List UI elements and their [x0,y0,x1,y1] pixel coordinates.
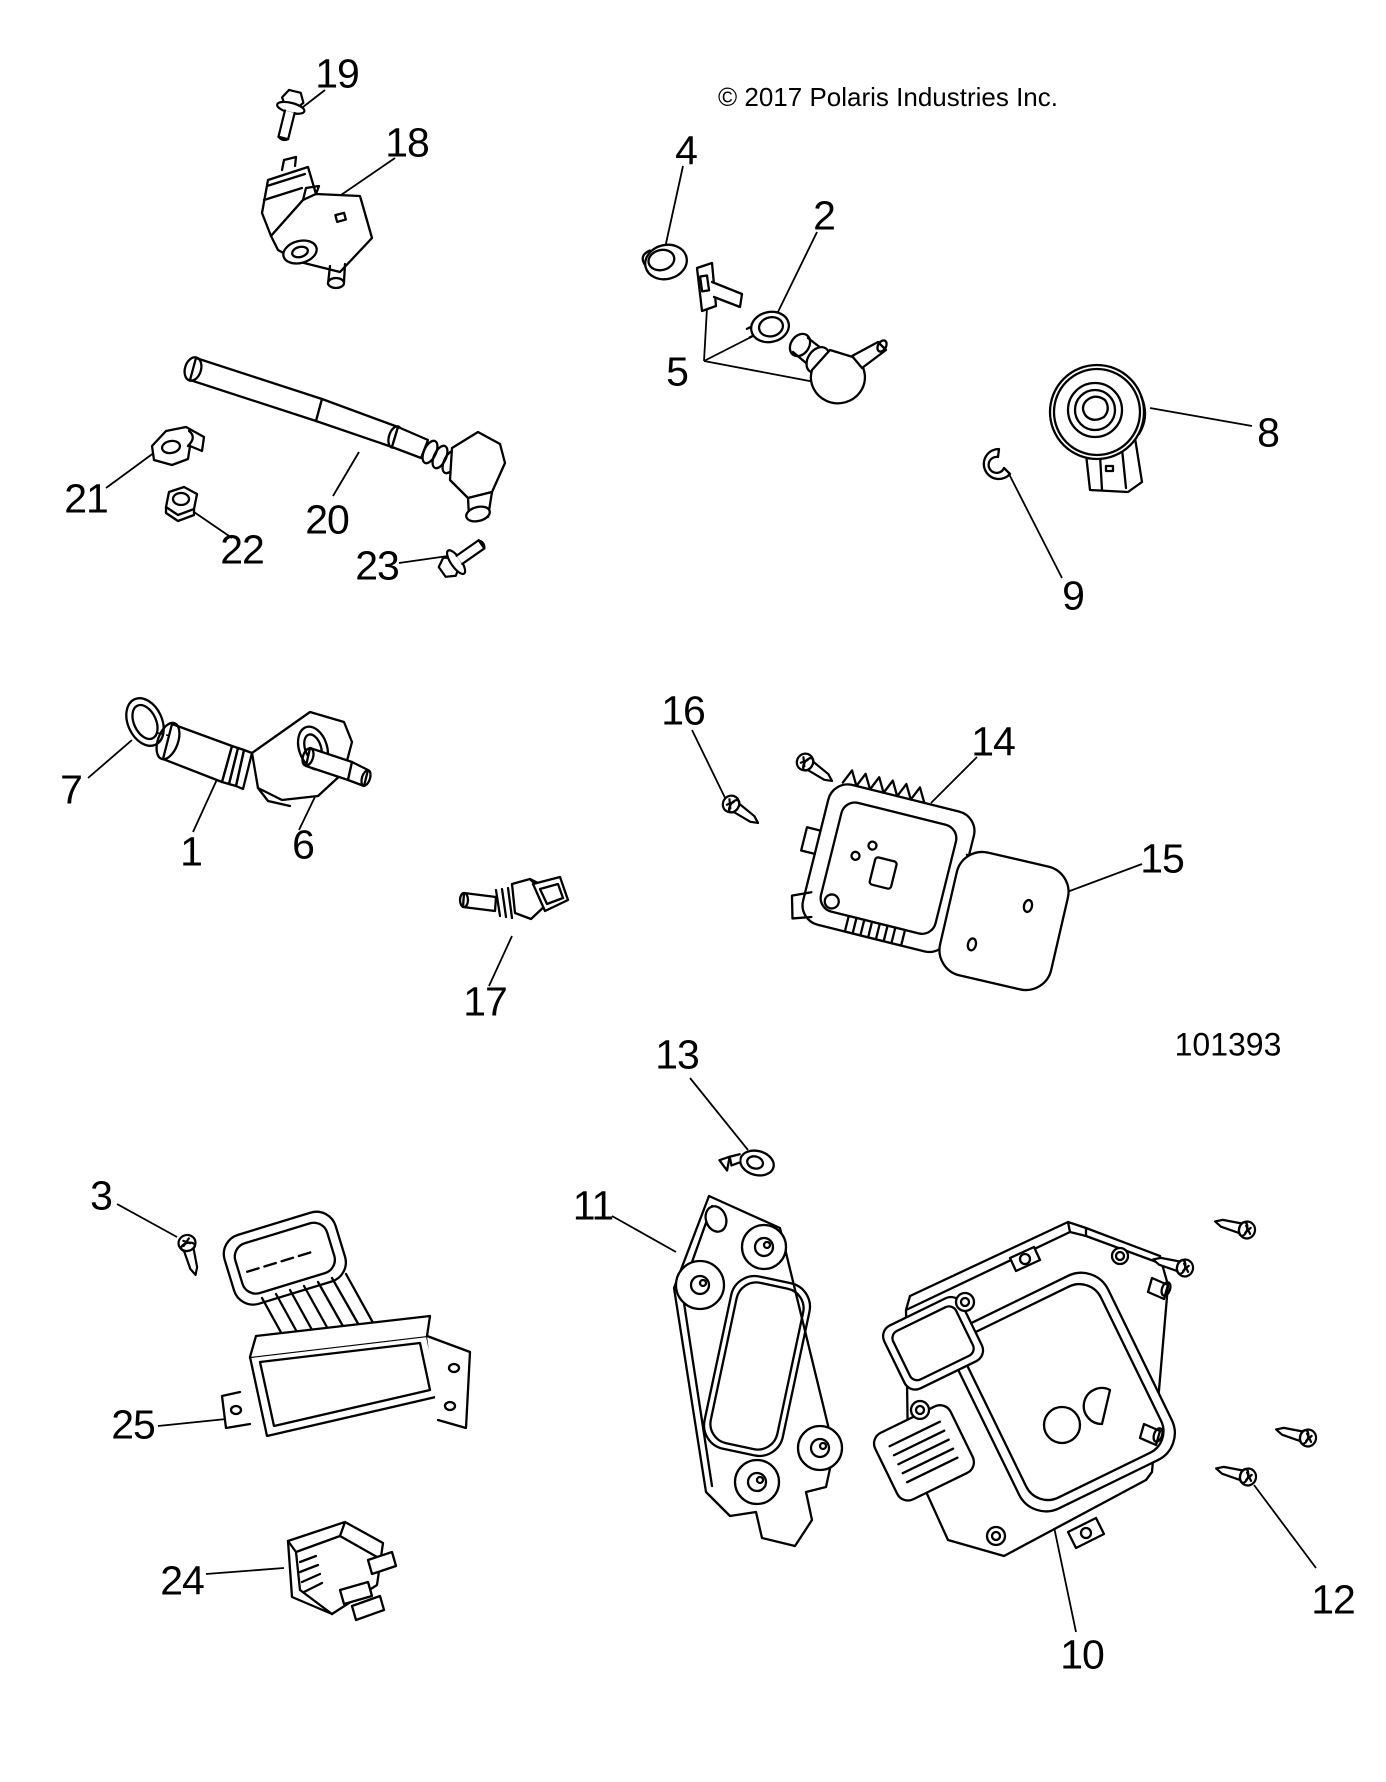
callout-19: 19 [315,50,359,97]
screw-16a-drawing [720,792,763,829]
screw-16b-drawing [794,750,837,787]
voltage-regulator-drawing [219,1207,470,1436]
callout-14: 14 [971,718,1015,765]
callout-5: 5 [666,348,688,395]
relay-drawing [288,1522,396,1620]
plug-cap-drawing [641,240,691,283]
flange-bolt-19-drawing [269,88,308,143]
flange-bolt-23-drawing [434,532,491,584]
callout-9: 9 [1062,572,1084,619]
ecm-bracket-drawing [674,1196,842,1546]
callout-2: 2 [813,192,835,239]
callout-15: 15 [1140,835,1184,882]
grommet-drawing [744,308,791,346]
callout-23: 23 [355,542,399,589]
callout-18: 18 [385,119,429,166]
cable-clamp-drawing [152,427,204,465]
flange-nut-drawing [166,487,197,521]
callout-13: 13 [655,1031,699,1078]
callout-6: 6 [292,821,314,868]
callout-4: 4 [675,127,697,174]
callout-21: 21 [64,475,108,522]
callout-3: 3 [90,1172,112,1219]
vent-valve-drawing [786,330,889,403]
callout-22: 22 [220,526,264,573]
callout-11: 11 [572,1182,614,1229]
callout-10: 10 [1060,1631,1104,1678]
callout-7: 7 [60,766,82,813]
callout-1: 1 [180,828,202,875]
callout-12: 12 [1311,1576,1355,1623]
callout-8: 8 [1257,409,1279,456]
callout-25: 25 [111,1401,155,1448]
screw-12a-drawing [1213,1213,1257,1240]
figure-number: 101393 [1174,1026,1282,1063]
map-sensor-drawing [262,157,372,288]
callout-20: 20 [305,496,349,543]
screw-12d-drawing [1214,1460,1258,1487]
sensor-bracket-drawing [697,263,742,311]
callout-16: 16 [661,687,705,734]
screw-12c-drawing [1274,1421,1318,1448]
temperature-sensor-drawing [460,877,568,919]
ecm-drawing [870,1222,1185,1556]
callout-17: 17 [463,978,507,1025]
copyright-text: © 2017 Polaris Industries Inc. [718,82,1058,112]
knock-sensor-drawing [1050,365,1145,492]
callout-24: 24 [160,1557,204,1604]
o-ring-drawing [119,692,171,752]
e-clip-drawing [984,449,1010,479]
screw-3-drawing [177,1233,204,1277]
